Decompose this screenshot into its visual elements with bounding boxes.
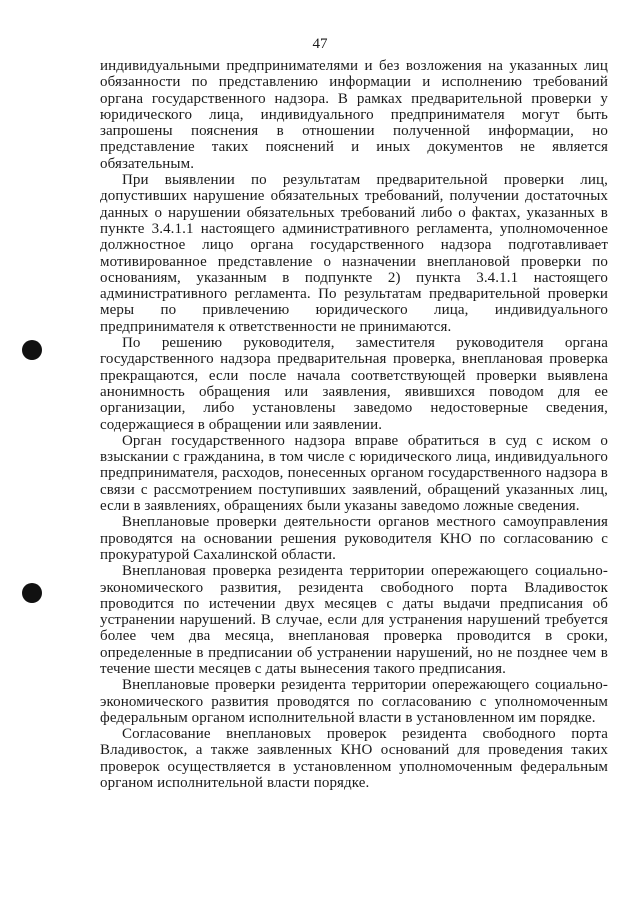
paragraph: Внеплановая проверка резидента территории опережающего социально-экономического развития, резидента свободного порта Владивосток проводится по истечении двух месяцев с даты выдачи предписания об устранении нарушений. В случае, если для устранения нарушений требуется более чем два месяца, внеплановая проверка проводится в сроки, определенные в предписании об устранении нарушений, но не позднее чем в течение шести месяцев с даты вынесения такого предписания. bbox=[100, 563, 608, 677]
paragraph: По решению руководителя, заместителя руководителя органа государственного надзора предварительная проверка, внеплановая проверка прекращаются, если после начала соответствующей проверки выявлена анонимность обращения или заявления, явившихся поводом для ее организации, либо установлены заведомо недостоверные сведения, содержащиеся в обращении или заявлении. bbox=[100, 335, 608, 433]
paragraph: Согласование внеплановых проверок резидента свободного порта Владивосток, а также заявленных КНО оснований для проведения таких проверок осуществляется в установленном уполномоченным федеральным органом исполнительной власти порядке. bbox=[100, 726, 608, 792]
page-number: 47 bbox=[312, 36, 328, 52]
document-body bbox=[100, 58, 608, 791]
paragraph: Орган государственного надзора вправе обратиться в суд с иском о взыскании с гражданина, в том числе с юридического лица, индивидуального предпринимателя, расходов, понесенных органом государственного надзора в связи с рассмотрением поступивших заявлений, обращений указанных лиц, если в заявлениях, обращениях были указаны заведомо ложные сведения. bbox=[100, 432, 608, 515]
binder-hole-mark bbox=[22, 340, 42, 360]
paragraph: Внеплановые проверки резидента территории опережающего социально-экономического развития проводятся по согласованию с уполномоченным федеральным органом исполнительной власти в установленном им порядке. bbox=[100, 677, 608, 726]
paragraph: индивидуальными предпринимателями и без возложения на указанных лиц обязанности по представлению информации и исполнению требований органа государственного надзора. В рамках предварительной проверки у юридического лица, индивидуального предпринимателя могут быть запрошены пояснения в отношении полученной информации, но представление таких пояснений и иных документов не является обязательным. bbox=[100, 58, 608, 172]
binder-hole-mark bbox=[22, 583, 42, 603]
paragraph: Внеплановые проверки деятельности органов местного самоуправления проводятся на основании решения руководителя КНО по согласованию с прокуратурой Сахалинской области. bbox=[100, 514, 608, 563]
paragraph: При выявлении по результатам предварительной проверки лиц, допустивших нарушение обязательных требований, получении достаточных данных о нарушении обязательных требований либо о фактах, указанных в пункте 3.4.1.1 настоящего административного регламента, уполномоченное должностное лицо органа государственного надзора подготавливает мотивированное представление о назначении внеплановой проверки по основаниям, указанным в подпункте 2) пункта 3.4.1.1 настоящего административного регламента. По результатам предварительной проверки меры по привлечению юридического лица, индивидуального предпринимателя к ответственности не принимаются. bbox=[100, 172, 608, 335]
